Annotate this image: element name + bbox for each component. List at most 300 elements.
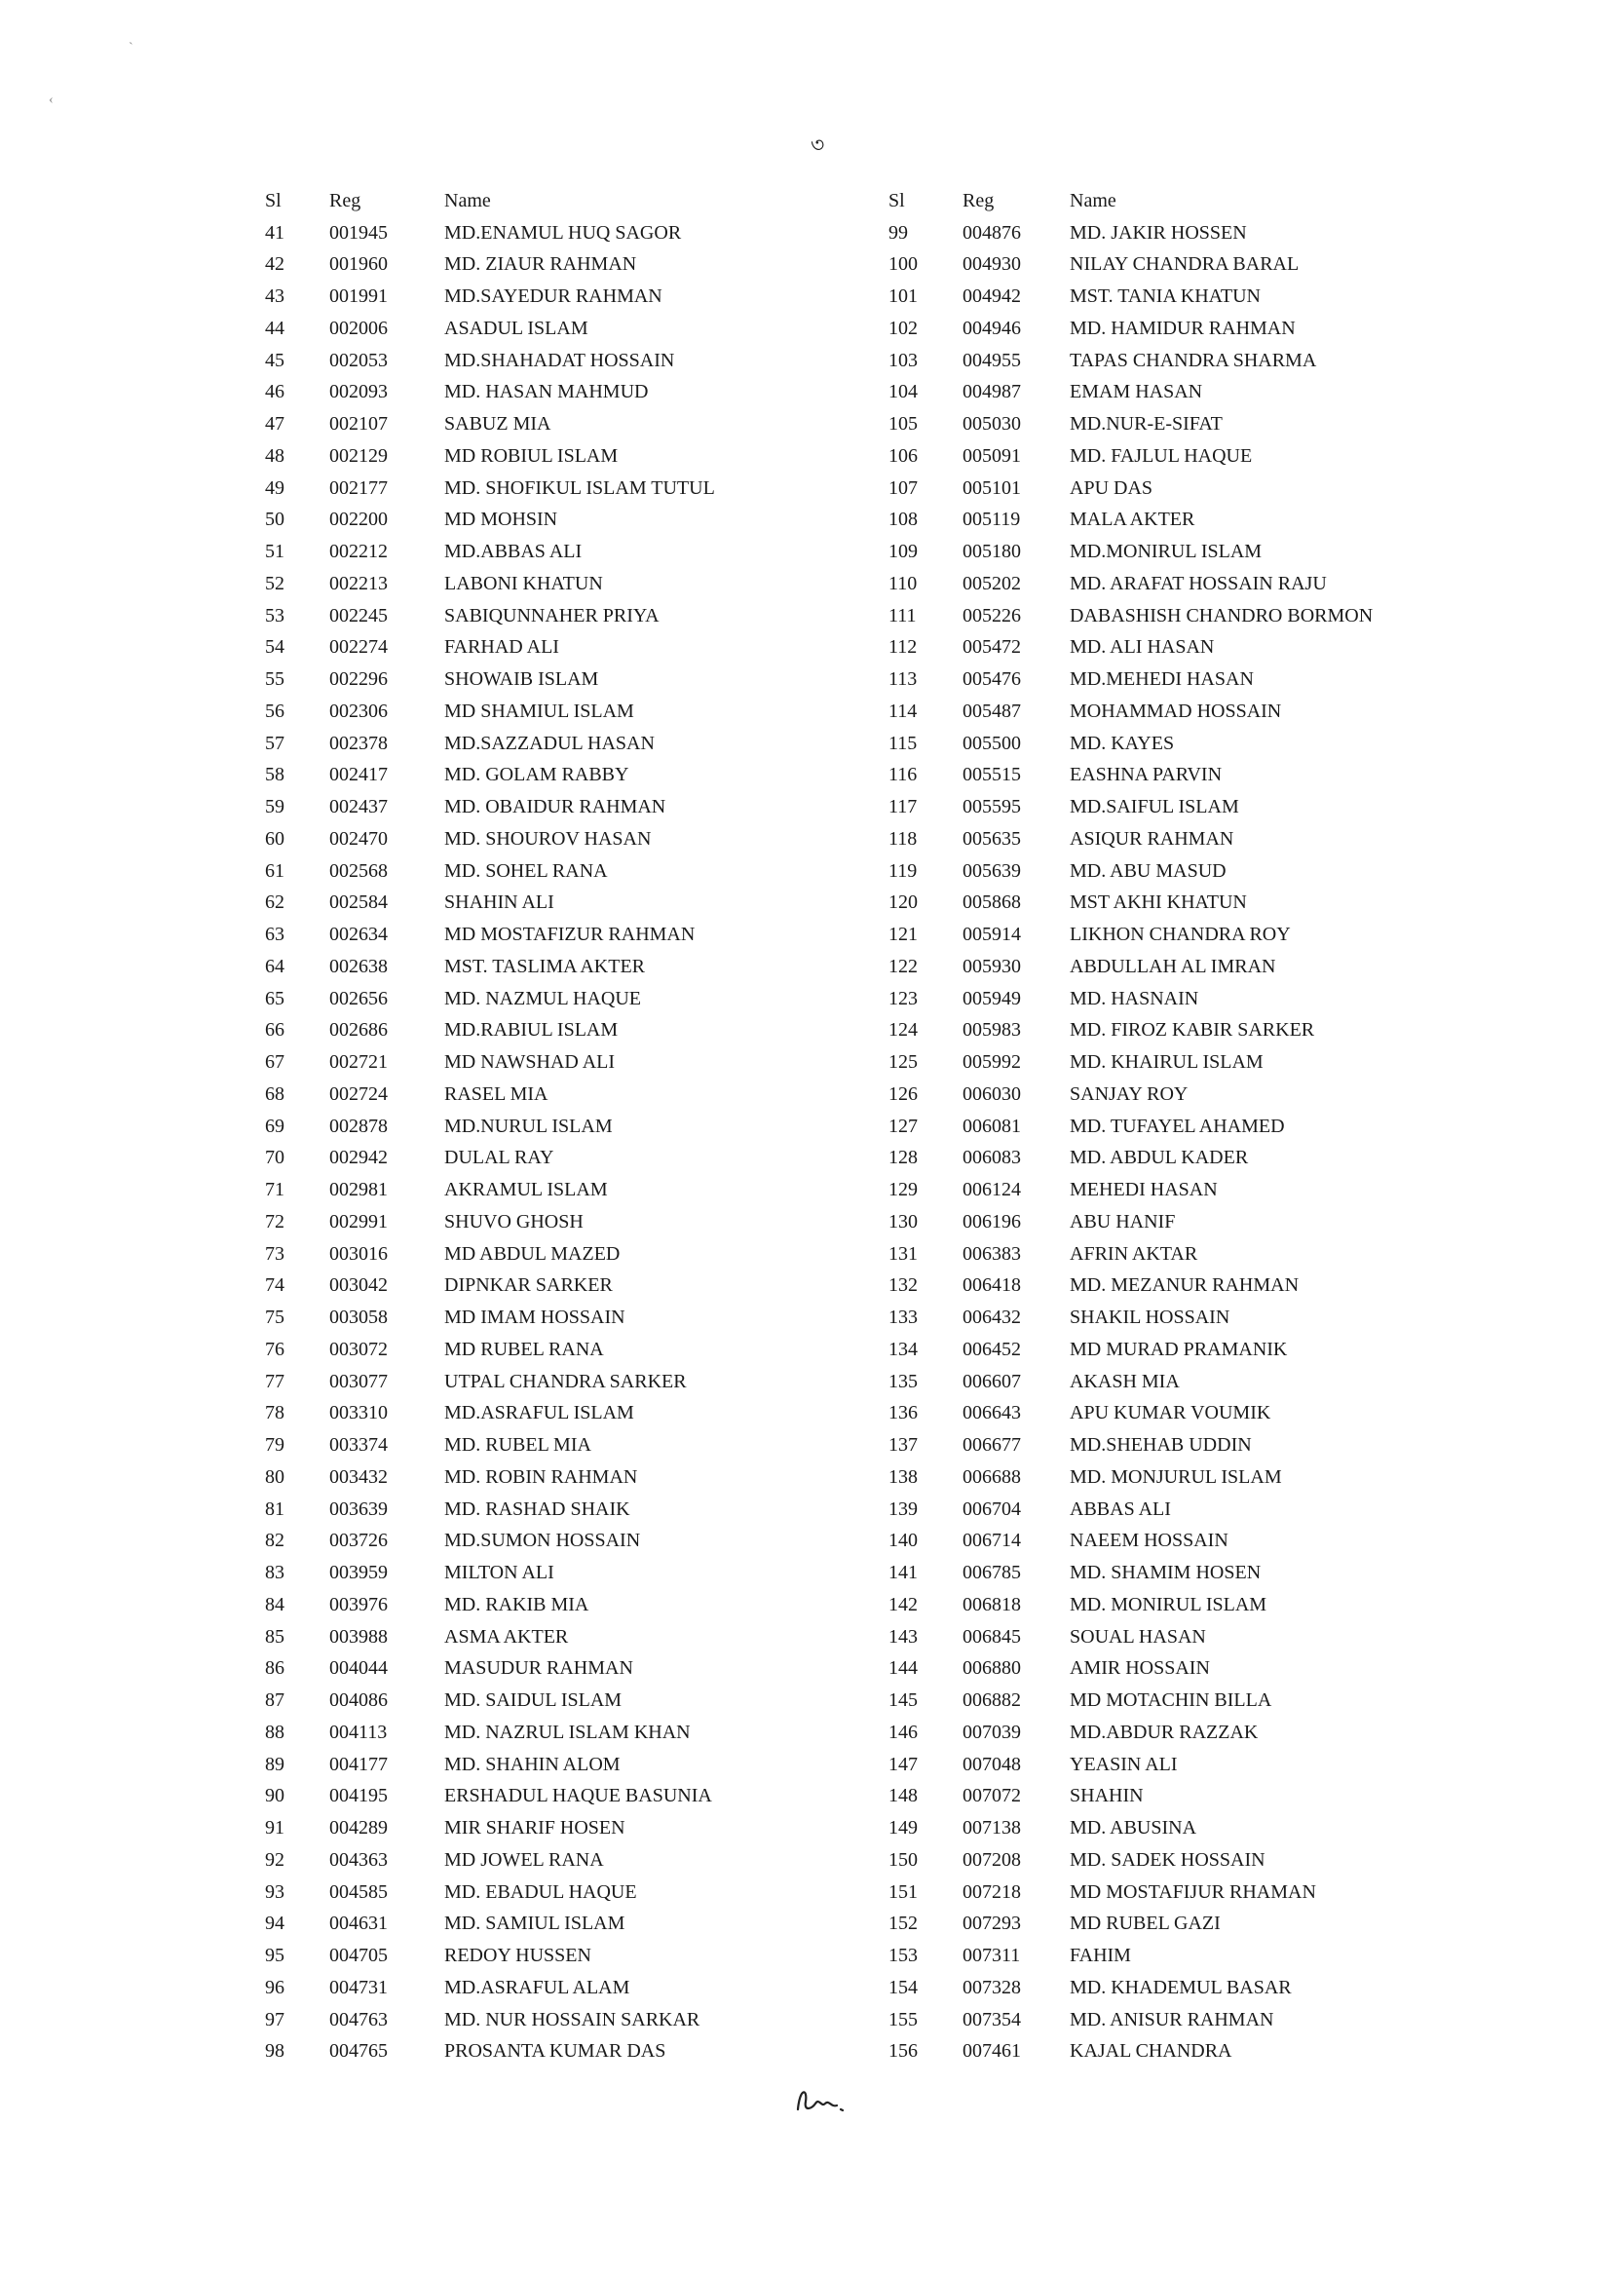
table-row xyxy=(255,1174,853,1206)
reg-cell: 005119 xyxy=(963,509,1021,531)
reg-cell: 006083 xyxy=(963,1147,1021,1169)
sl-cell: 143 xyxy=(888,1625,918,1648)
table-row xyxy=(888,983,1479,1015)
name-cell: SABUZ MIA xyxy=(444,413,551,436)
sl-cell: 130 xyxy=(888,1210,918,1232)
reg-cell: 002245 xyxy=(329,604,388,626)
reg-cell: 004086 xyxy=(329,1689,388,1712)
table-row xyxy=(888,1653,1479,1686)
sl-cell: 129 xyxy=(888,1179,918,1201)
table-row xyxy=(255,1749,853,1781)
name-cell: MD.SHAHADAT HOSSAIN xyxy=(444,349,675,371)
reg-cell: 003639 xyxy=(329,1498,388,1520)
name-cell: MD. ARAFAT HOSSAIN RAJU xyxy=(1070,572,1327,594)
name-cell: MD. SHOUROV HASAN xyxy=(444,827,652,850)
name-cell: MD. SHAMIM HOSEN xyxy=(1070,1562,1262,1584)
sl-cell: 42 xyxy=(265,253,284,276)
name-cell: MEHEDI HASAN xyxy=(1070,1179,1218,1201)
reg-cell: 007039 xyxy=(963,1721,1021,1743)
sl-cell: 57 xyxy=(265,732,284,754)
table-row xyxy=(888,1174,1479,1206)
sl-cell: 47 xyxy=(265,413,284,436)
table-row xyxy=(255,1909,853,1941)
name-cell: MD.SAIFUL ISLAM xyxy=(1070,796,1239,818)
reg-cell: 002686 xyxy=(329,1019,388,1042)
sl-cell: 128 xyxy=(888,1147,918,1169)
name-cell: SHAKIL HOSSAIN xyxy=(1070,1307,1230,1329)
table-row xyxy=(255,313,853,345)
table-row xyxy=(888,1877,1479,1909)
table-row xyxy=(888,408,1479,440)
table-row xyxy=(888,600,1479,632)
reg-cell: 005476 xyxy=(963,668,1021,691)
table-row xyxy=(255,1143,853,1175)
reg-cell: 006882 xyxy=(963,1689,1021,1712)
reg-cell: 002437 xyxy=(329,796,388,818)
table-row xyxy=(888,345,1479,377)
reg-cell: 004765 xyxy=(329,2040,388,2063)
reg-cell: 001960 xyxy=(329,253,388,276)
reg-cell: 002981 xyxy=(329,1179,388,1201)
name-cell: MD RUBEL RANA xyxy=(444,1338,604,1360)
name-cell: MD.SHEHAB UDDIN xyxy=(1070,1434,1252,1457)
sl-cell: 145 xyxy=(888,1689,918,1712)
reg-cell: 004942 xyxy=(963,285,1021,308)
table-row xyxy=(255,1461,853,1494)
name-cell: UTPAL CHANDRA SARKER xyxy=(444,1370,687,1392)
name-cell: MD. NAZRUL ISLAM KHAN xyxy=(444,1721,691,1743)
name-cell: MD. TUFAYEL AHAMED xyxy=(1070,1115,1285,1137)
table-row xyxy=(255,919,853,951)
table-row xyxy=(888,281,1479,313)
reg-cell: 001945 xyxy=(329,221,388,244)
table-row xyxy=(255,217,853,249)
sl-cell: 77 xyxy=(265,1370,284,1392)
name-cell: SABIQUNNAHER PRIYA xyxy=(444,604,660,626)
reg-cell: 004363 xyxy=(329,1848,388,1871)
name-cell: DULAL RAY xyxy=(444,1147,554,1169)
name-cell: MD. OBAIDUR RAHMAN xyxy=(444,796,666,818)
name-cell: EASHNA PARVIN xyxy=(1070,764,1223,786)
table-row xyxy=(255,632,853,664)
sl-cell: 138 xyxy=(888,1465,918,1488)
sl-cell: 80 xyxy=(265,1465,284,1488)
name-cell: MST. TANIA KHATUN xyxy=(1070,285,1261,308)
name-cell: MD.ASRAFUL ISLAM xyxy=(444,1402,634,1424)
reg-cell: 004177 xyxy=(329,1753,388,1775)
table-row xyxy=(888,1302,1479,1334)
name-cell: MD IMAM HOSSAIN xyxy=(444,1307,625,1329)
reg-cell: 005930 xyxy=(963,955,1021,977)
sl-cell: 79 xyxy=(265,1434,284,1457)
sl-cell: 54 xyxy=(265,636,284,659)
reg-cell: 004946 xyxy=(963,317,1021,339)
table-row xyxy=(255,1334,853,1366)
reg-cell: 007072 xyxy=(963,1785,1021,1807)
name-cell: MD.ABDUR RAZZAK xyxy=(1070,1721,1259,1743)
table-row xyxy=(888,313,1479,345)
name-cell: MD. RASHAD SHAIK xyxy=(444,1498,630,1520)
table-row xyxy=(255,1653,853,1686)
table-row xyxy=(255,1302,853,1334)
name-cell: ASADUL ISLAM xyxy=(444,317,588,339)
sl-cell: 84 xyxy=(265,1593,284,1615)
table-row xyxy=(255,2004,853,2036)
sl-cell: 100 xyxy=(888,253,918,276)
name-cell: MD. NAZMUL HAQUE xyxy=(444,987,642,1009)
table-row xyxy=(255,696,853,728)
reg-cell: 002878 xyxy=(329,1115,388,1137)
sl-cell: 131 xyxy=(888,1242,918,1265)
table-row xyxy=(255,1781,853,1813)
sl-cell: 82 xyxy=(265,1530,284,1552)
name-cell: LIKHON CHANDRA ROY xyxy=(1070,924,1291,946)
sl-cell: 150 xyxy=(888,1848,918,1871)
reg-cell: 007354 xyxy=(963,2008,1021,2030)
table-row xyxy=(255,440,853,473)
reg-cell: 002656 xyxy=(329,987,388,1009)
sl-cell: 133 xyxy=(888,1307,918,1329)
name-cell: MD MOTACHIN BILLA xyxy=(1070,1689,1272,1712)
name-cell: MD JOWEL RANA xyxy=(444,1848,604,1871)
sl-cell: 41 xyxy=(265,221,284,244)
name-cell: MD. GOLAM RABBY xyxy=(444,764,629,786)
table-row xyxy=(255,1079,853,1111)
name-cell: MD. ANISUR RAHMAN xyxy=(1070,2008,1274,2030)
name-cell: MD ROBIUL ISLAM xyxy=(444,444,619,467)
reg-cell: 005202 xyxy=(963,572,1021,594)
table-row xyxy=(888,1526,1479,1558)
table-row xyxy=(255,664,853,696)
reg-cell: 006418 xyxy=(963,1274,1021,1297)
name-cell: MD. SHOFIKUL ISLAM TUTUL xyxy=(444,476,715,499)
reg-cell: 003058 xyxy=(329,1307,388,1329)
reg-cell: 007461 xyxy=(963,2040,1021,2063)
reg-cell: 005983 xyxy=(963,1019,1021,1042)
name-cell: REDOY HUSSEN xyxy=(444,1945,591,1967)
reg-cell: 002053 xyxy=(329,349,388,371)
sl-cell: 60 xyxy=(265,827,284,850)
table-row xyxy=(255,1429,853,1461)
table-row xyxy=(255,1046,853,1079)
table-row xyxy=(888,1461,1479,1494)
table-row xyxy=(888,1206,1479,1238)
table-row xyxy=(888,1079,1479,1111)
table-row xyxy=(255,2036,853,2068)
table-row xyxy=(255,473,853,505)
sl-cell: 149 xyxy=(888,1817,918,1839)
name-cell: AFRIN AKTAR xyxy=(1070,1242,1198,1265)
reg-cell: 003310 xyxy=(329,1402,388,1424)
table-row xyxy=(888,1557,1479,1589)
table-row xyxy=(255,1206,853,1238)
sl-cell: 120 xyxy=(888,891,918,914)
sl-cell: 45 xyxy=(265,349,284,371)
name-cell: SHUVO GHOSH xyxy=(444,1210,584,1232)
name-cell: MD NAWSHAD ALI xyxy=(444,1051,616,1074)
sl-cell: 65 xyxy=(265,987,284,1009)
table-row xyxy=(888,536,1479,568)
sl-cell: 152 xyxy=(888,1913,918,1935)
reg-cell: 004113 xyxy=(329,1721,388,1743)
reg-cell: 002006 xyxy=(329,317,388,339)
sl-cell: 46 xyxy=(265,381,284,403)
sl-cell: 114 xyxy=(888,700,918,722)
table-row xyxy=(888,377,1479,409)
reg-cell: 006677 xyxy=(963,1434,1021,1457)
table-row xyxy=(255,1015,853,1047)
table-row xyxy=(255,1940,853,1972)
name-cell: MD. ABU MASUD xyxy=(1070,859,1227,882)
sl-cell: 126 xyxy=(888,1082,918,1105)
table-row xyxy=(255,983,853,1015)
table-row xyxy=(255,855,853,888)
reg-cell: 006383 xyxy=(963,1242,1021,1265)
name-cell: MD.SAZZADUL HASAN xyxy=(444,732,655,754)
name-cell: LABONI KHATUN xyxy=(444,572,603,594)
scan-speck: ` xyxy=(129,41,133,56)
sl-cell: 135 xyxy=(888,1370,918,1392)
sl-cell: 107 xyxy=(888,476,918,499)
sl-header: Sl xyxy=(888,189,905,211)
sl-cell: 67 xyxy=(265,1051,284,1074)
name-cell: MD. SHAHIN ALOM xyxy=(444,1753,621,1775)
name-cell: MALA AKTER xyxy=(1070,509,1195,531)
sl-cell: 63 xyxy=(265,924,284,946)
table-row xyxy=(255,1685,853,1717)
table-row xyxy=(888,1429,1479,1461)
table-row xyxy=(255,1557,853,1589)
name-cell: MD. RUBEL MIA xyxy=(444,1434,591,1457)
name-cell: FAHIM xyxy=(1070,1945,1131,1967)
reg-cell: 002417 xyxy=(329,764,388,786)
reg-cell: 003072 xyxy=(329,1338,388,1360)
sl-cell: 139 xyxy=(888,1498,918,1520)
reg-cell: 007138 xyxy=(963,1817,1021,1839)
sl-cell: 119 xyxy=(888,859,918,882)
reg-cell: 004930 xyxy=(963,253,1021,276)
name-cell: MD. MEZANUR RAHMAN xyxy=(1070,1274,1300,1297)
sl-cell: 55 xyxy=(265,668,284,691)
sl-cell: 44 xyxy=(265,317,284,339)
sl-cell: 115 xyxy=(888,732,918,754)
name-cell: MASUDUR RAHMAN xyxy=(444,1657,633,1680)
name-cell: MD. FAJLUL HAQUE xyxy=(1070,444,1253,467)
table-row xyxy=(888,664,1479,696)
table-row xyxy=(255,951,853,983)
sl-cell: 75 xyxy=(265,1307,284,1329)
table-row xyxy=(888,760,1479,792)
table-row xyxy=(888,1909,1479,1941)
table-row xyxy=(255,728,853,760)
sl-cell: 87 xyxy=(265,1689,284,1712)
sl-cell: 105 xyxy=(888,413,918,436)
sl-cell: 102 xyxy=(888,317,918,339)
name-cell: NAEEM HOSSAIN xyxy=(1070,1530,1228,1552)
name-cell: APU DAS xyxy=(1070,476,1153,499)
sl-cell: 156 xyxy=(888,2040,918,2063)
name-cell: TAPAS CHANDRA SHARMA xyxy=(1070,349,1317,371)
reg-cell: 004195 xyxy=(329,1785,388,1807)
sl-cell: 118 xyxy=(888,827,918,850)
sl-cell: 50 xyxy=(265,509,284,531)
sl-cell: 62 xyxy=(265,891,284,914)
table-row xyxy=(888,1972,1479,2004)
reg-cell: 002212 xyxy=(329,541,388,563)
left-column-table xyxy=(255,185,853,2067)
name-cell: PROSANTA KUMAR DAS xyxy=(444,2040,666,2063)
reg-cell: 005639 xyxy=(963,859,1021,882)
name-cell: MD. ZIAUR RAHMAN xyxy=(444,253,637,276)
reg-cell: 007218 xyxy=(963,1880,1021,1903)
sl-cell: 71 xyxy=(265,1179,284,1201)
reg-cell: 006785 xyxy=(963,1562,1021,1584)
reg-cell: 006081 xyxy=(963,1115,1021,1137)
reg-cell: 006845 xyxy=(963,1625,1021,1648)
name-cell: MD MOSTAFIJUR RHAMAN xyxy=(1070,1880,1316,1903)
sl-cell: 108 xyxy=(888,509,918,531)
reg-cell: 003016 xyxy=(329,1242,388,1265)
reg-cell: 002584 xyxy=(329,891,388,914)
table-row xyxy=(888,919,1479,951)
name-cell: MD.MEHEDI HASAN xyxy=(1070,668,1254,691)
reg-cell: 002378 xyxy=(329,732,388,754)
table-row xyxy=(888,1046,1479,1079)
table-row xyxy=(888,1238,1479,1270)
sl-cell: 112 xyxy=(888,636,918,659)
reg-cell: 003976 xyxy=(329,1593,388,1615)
reg-cell: 002634 xyxy=(329,924,388,946)
reg-cell: 002274 xyxy=(329,636,388,659)
name-cell: APU KUMAR VOUMIK xyxy=(1070,1402,1271,1424)
sl-cell: 85 xyxy=(265,1625,284,1648)
table-row xyxy=(255,1494,853,1526)
reg-cell: 003726 xyxy=(329,1530,388,1552)
sl-cell: 98 xyxy=(265,2040,284,2063)
name-cell: MD.RABIUL ISLAM xyxy=(444,1019,619,1042)
reg-cell: 002568 xyxy=(329,859,388,882)
sl-cell: 147 xyxy=(888,1753,918,1775)
table-row xyxy=(888,1940,1479,1972)
sl-cell: 53 xyxy=(265,604,284,626)
sl-cell: 69 xyxy=(265,1115,284,1137)
table-row xyxy=(255,1621,853,1653)
table-row xyxy=(888,1270,1479,1303)
table-row xyxy=(888,568,1479,600)
sl-cell: 123 xyxy=(888,987,918,1009)
name-cell: MD. HAMIDUR RAHMAN xyxy=(1070,317,1296,339)
reg-cell: 002200 xyxy=(329,509,388,531)
name-cell: MD. SOHEL RANA xyxy=(444,859,608,882)
table-row xyxy=(888,1015,1479,1047)
sl-cell: 56 xyxy=(265,700,284,722)
reg-cell: 006196 xyxy=(963,1210,1021,1232)
sl-cell: 127 xyxy=(888,1115,918,1137)
name-cell: MD. RAKIB MIA xyxy=(444,1593,589,1615)
table-row xyxy=(888,217,1479,249)
table-row xyxy=(255,377,853,409)
name-cell: ABU HANIF xyxy=(1070,1210,1176,1232)
sl-cell: 101 xyxy=(888,285,918,308)
name-cell: MST. TASLIMA AKTER xyxy=(444,955,646,977)
sl-cell: 153 xyxy=(888,1945,918,1967)
reg-cell: 002296 xyxy=(329,668,388,691)
name-cell: MD MOSTAFIZUR RAHMAN xyxy=(444,924,696,946)
name-cell: ERSHADUL HAQUE BASUNIA xyxy=(444,1785,712,1807)
table-row xyxy=(888,1334,1479,1366)
name-cell: MD. SAIDUL ISLAM xyxy=(444,1689,623,1712)
name-cell: MD MOHSIN xyxy=(444,509,558,531)
sl-cell: 81 xyxy=(265,1498,284,1520)
table-row xyxy=(888,1812,1479,1844)
reg-cell: 003374 xyxy=(329,1434,388,1457)
name-cell: YEASIN ALI xyxy=(1070,1753,1178,1775)
sl-cell: 140 xyxy=(888,1530,918,1552)
reg-cell: 002129 xyxy=(329,444,388,467)
sl-cell: 125 xyxy=(888,1051,918,1074)
name-cell: MD.ASRAFUL ALAM xyxy=(444,1976,630,1998)
right-rows xyxy=(888,217,1479,2068)
reg-cell: 005500 xyxy=(963,732,1021,754)
sl-cell: 96 xyxy=(265,1976,284,1998)
name-header: Name xyxy=(1070,189,1116,211)
sl-cell: 136 xyxy=(888,1402,918,1424)
sl-cell: 134 xyxy=(888,1338,918,1360)
sl-cell: 78 xyxy=(265,1402,284,1424)
reg-cell: 004044 xyxy=(329,1657,388,1680)
name-cell: EMAM HASAN xyxy=(1070,381,1203,403)
name-header: Name xyxy=(444,189,491,211)
name-cell: MD SHAMIUL ISLAM xyxy=(444,700,634,722)
sl-cell: 137 xyxy=(888,1434,918,1457)
reg-cell: 002107 xyxy=(329,413,388,436)
name-cell: SANJAY ROY xyxy=(1070,1082,1189,1105)
sl-cell: 93 xyxy=(265,1880,284,1903)
name-cell: RASEL MIA xyxy=(444,1082,548,1105)
sl-cell: 89 xyxy=(265,1753,284,1775)
name-cell: MD. KHAIRUL ISLAM xyxy=(1070,1051,1264,1074)
sl-cell: 99 xyxy=(888,221,908,244)
sl-cell: 58 xyxy=(265,764,284,786)
sl-cell: 43 xyxy=(265,285,284,308)
table-row xyxy=(255,1398,853,1430)
reg-cell: 002213 xyxy=(329,572,388,594)
name-cell: DABASHISH CHANDRO BORMON xyxy=(1070,604,1374,626)
reg-cell: 004631 xyxy=(329,1913,388,1935)
name-cell: ABDULLAH AL IMRAN xyxy=(1070,955,1276,977)
table-row xyxy=(888,1781,1479,1813)
table-row xyxy=(255,345,853,377)
name-cell: MD.NUR-E-SIFAT xyxy=(1070,413,1223,436)
name-cell: MD. KHADEMUL BASAR xyxy=(1070,1976,1292,1998)
sl-cell: 106 xyxy=(888,444,918,467)
reg-cell: 004955 xyxy=(963,349,1021,371)
reg-cell: 004763 xyxy=(329,2008,388,2030)
reg-cell: 006880 xyxy=(963,1657,1021,1680)
name-cell: MD. JAKIR HOSSEN xyxy=(1070,221,1247,244)
reg-cell: 005868 xyxy=(963,891,1021,914)
name-cell: MD. SADEK HOSSAIN xyxy=(1070,1848,1265,1871)
reg-cell: 007208 xyxy=(963,1848,1021,1871)
reg-cell: 002724 xyxy=(329,1082,388,1105)
reg-cell: 006607 xyxy=(963,1370,1021,1392)
sl-cell: 76 xyxy=(265,1338,284,1360)
sl-cell: 111 xyxy=(888,604,917,626)
sl-cell: 72 xyxy=(265,1210,284,1232)
sl-cell: 61 xyxy=(265,859,284,882)
table-row xyxy=(255,505,853,537)
table-row xyxy=(255,791,853,823)
